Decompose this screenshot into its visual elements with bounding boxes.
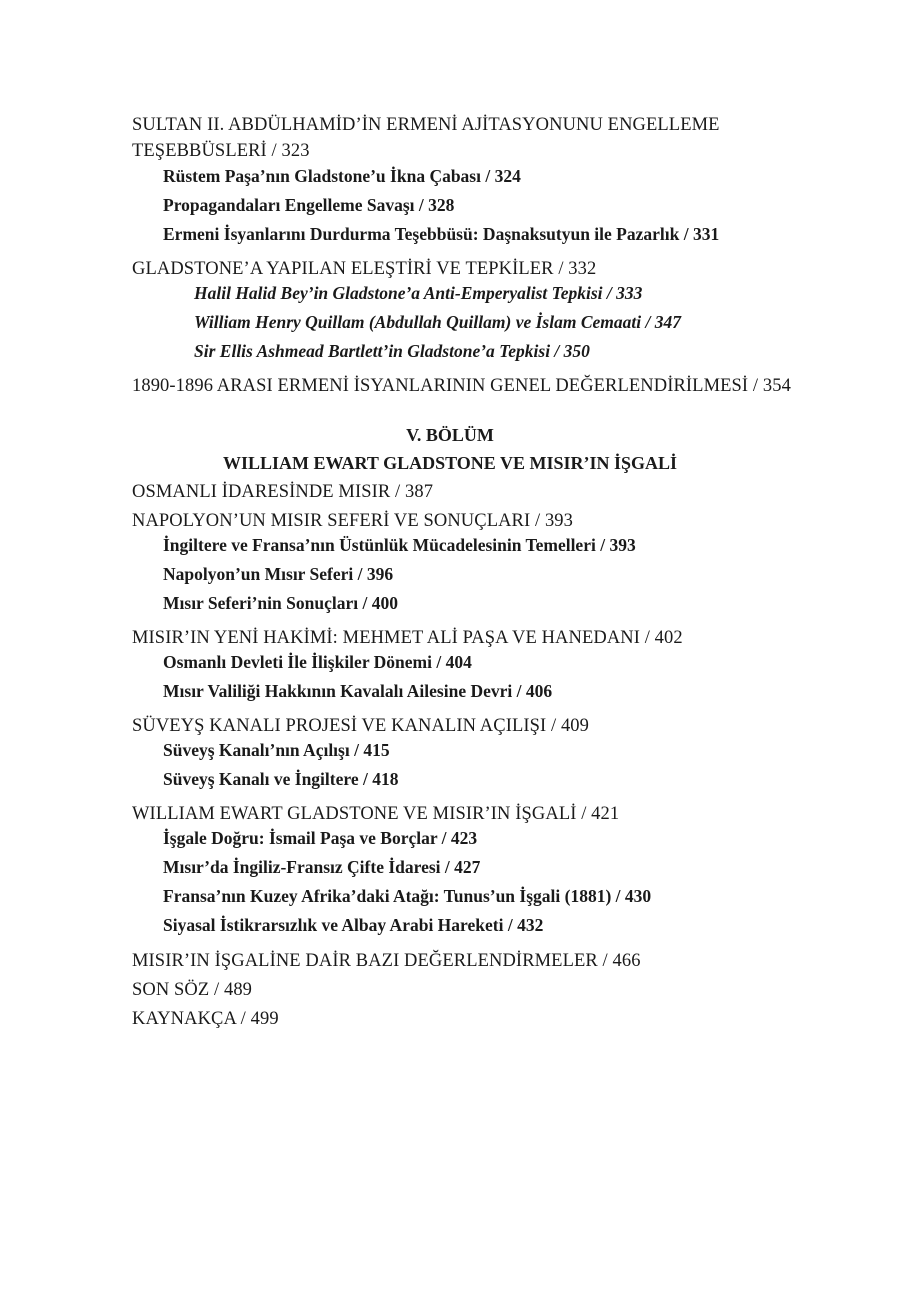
- toc-subentry-italic: Sir Ellis Ashmead Bartlett’in Gladstone’a Tepkisi / 350: [194, 341, 590, 361]
- toc-subentry: Fransa’nın Kuzey Afrika’daki Atağı: Tunus’un İşgali (1881) / 430: [163, 886, 652, 906]
- toc-subentry: İşgale Doğru: İsmail Paşa ve Borçlar / 423: [163, 828, 478, 848]
- toc-entry-sultan-line1: SULTAN II. ABDÜLHAMİD’İN ERMENİ AJİTASYONUNU ENGELLEME: [132, 115, 720, 135]
- toc-entry-osmanli: OSMANLI İDARESİNDE MISIR / 387: [132, 482, 434, 502]
- toc-entry-suveys: SÜVEYŞ KANALI PROJESİ VE KANALIN AÇILIŞI / 409: [132, 716, 590, 736]
- toc-subentry: İngiltere ve Fransa’nın Üstünlük Mücadelesinin Temelleri / 393: [163, 535, 636, 555]
- toc-subentry: Mısır Seferi’nin Sonuçları / 400: [163, 593, 398, 613]
- toc-subentry-italic: William Henry Quillam (Abdullah Quillam) ve İslam Cemaati / 347: [194, 312, 681, 332]
- toc-entry-kaynakca: KAYNAKÇA / 499: [132, 1009, 279, 1029]
- toc-entry-son-soz: SON SÖZ / 489: [132, 980, 253, 1000]
- part-title: WILLIAM EWART GLADSTONE VE MISIR’IN İŞGALİ: [223, 453, 677, 473]
- toc-subentry: Ermeni İsyanlarını Durdurma Teşebbüsü: Daşnaksutyun ile Pazarlık / 331: [163, 224, 720, 244]
- toc-subentry: Mısır’da İngiliz-Fransız Çifte İdaresi / 427: [163, 857, 481, 877]
- toc-subentry-italic: Halil Halid Bey’in Gladstone’a Anti-Emperyalist Tepkisi / 333: [194, 283, 643, 303]
- toc-entry-yeni-hakim: MISIR’IN YENİ HAKİMİ: MEHMET ALİ PAŞA VE HANEDANI / 402: [132, 628, 683, 648]
- toc-entry-sultan-line2: TEŞEBBÜSLERİ / 323: [132, 141, 310, 161]
- toc-entry-isgal: WILLIAM EWART GLADSTONE VE MISIR’IN İŞGALİ / 421: [132, 804, 620, 824]
- toc-entry-napolyon: NAPOLYON’UN MISIR SEFERİ VE SONUÇLARI / 393: [132, 511, 573, 531]
- toc-entry-degerlendirme: MISIR’IN İŞGALİNE DAİR BAZI DEĞERLENDİRMELER / 466: [132, 951, 641, 971]
- toc-subentry: Osmanlı Devleti İle İlişkiler Dönemi / 404: [163, 652, 472, 672]
- toc-subentry: Siyasal İstikrarsızlık ve Albay Arabi Hareketi / 432: [163, 915, 544, 935]
- toc-subentry: Süveyş Kanalı ve İngiltere / 418: [163, 769, 399, 789]
- part-label: V. BÖLÜM: [406, 425, 494, 445]
- toc-subentry: Mısır Valiliği Hakkının Kavalalı Ailesine Devri / 406: [163, 681, 553, 701]
- toc-entry-gladstone-criticism: GLADSTONE’A YAPILAN ELEŞTİRİ VE TEPKİLER / 332: [132, 259, 597, 279]
- toc-entry-assessment: 1890-1896 ARASI ERMENİ İSYANLARININ GENEL DEĞERLENDİRİLMESİ / 354: [132, 376, 791, 396]
- toc-subentry: Napolyon’un Mısır Seferi / 396: [163, 564, 394, 584]
- toc-subentry: Süveyş Kanalı’nın Açılışı / 415: [163, 740, 390, 760]
- toc-subentry: Propagandaları Engelleme Savaşı / 328: [163, 195, 455, 215]
- toc-subentry: Rüstem Paşa’nın Gladstone’u İkna Çabası / 324: [163, 166, 521, 186]
